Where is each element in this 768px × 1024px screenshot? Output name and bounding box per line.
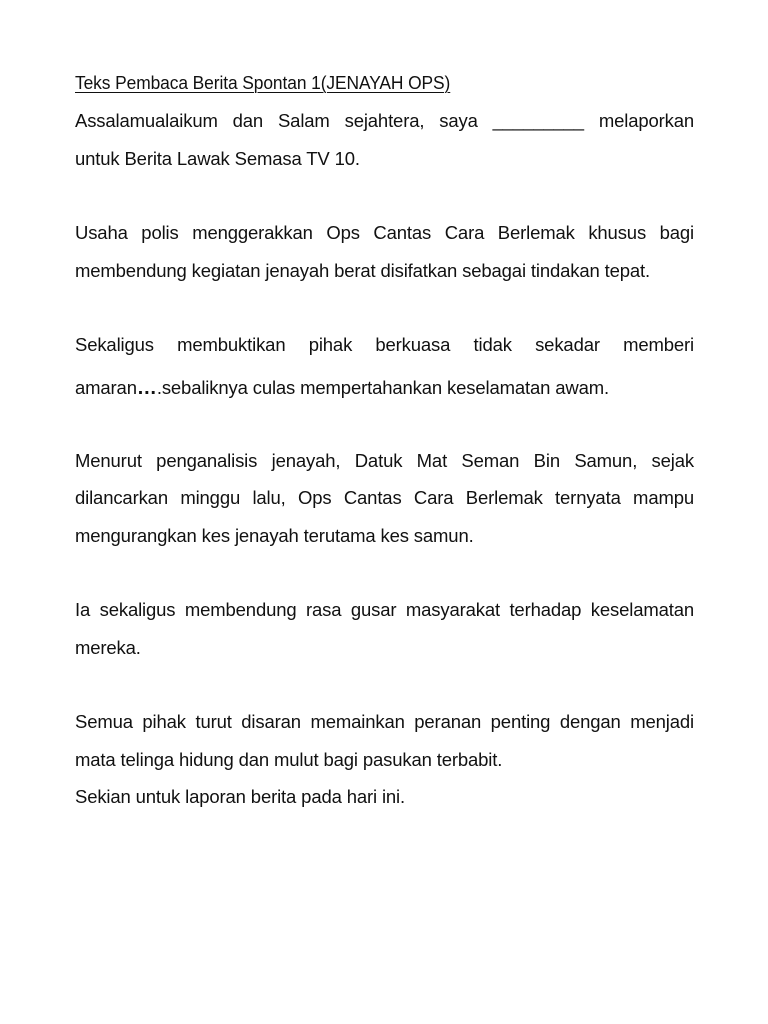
text-line: Usaha polis menggerakkan Ops Cantas Cara Berlemak khusus bagi <box>75 222 694 243</box>
paragraph-greeting <box>75 102 694 177</box>
text-line: mereka. <box>75 636 141 658</box>
paragraph-spacer <box>75 412 694 442</box>
text-line: mengurangkan kes jenayah terutama kes samun. <box>75 524 474 546</box>
paragraph-public-concern <box>75 591 694 666</box>
text-line: untuk Berita Lawak Semasa TV 10. <box>75 147 360 169</box>
text-line: dilancarkan minggu lalu, Ops Cantas Cara Berlemak ternyata mampu <box>75 487 694 508</box>
text-fragment: amaran <box>75 376 137 398</box>
paragraph-spacer <box>75 289 694 326</box>
paragraph-spacer <box>75 177 694 214</box>
paragraph-spacer <box>75 554 694 591</box>
paragraph-ops-launch <box>75 214 694 289</box>
paragraph-closing <box>75 703 694 816</box>
text-line: Sekaligus membuktikan pihak berkuasa tidak sekadar memberi <box>75 334 694 355</box>
document-body <box>75 64 694 816</box>
ellipsis-mark: … <box>136 376 157 399</box>
text-line <box>75 364 694 412</box>
text-line: mata telinga hidung dan mulut bagi pasukan terbabit. <box>75 748 503 770</box>
text-line: membendung kegiatan jenayah berat disifatkan sebagai tindakan tepat. <box>75 259 651 281</box>
paragraph-analyst <box>75 442 694 555</box>
text-fragment: .sebaliknya culas mempertahankan keselamatan awam. <box>156 376 609 398</box>
text-line: Ia sekaligus membendung rasa gusar masyarakat terhadap keselamatan <box>75 599 694 620</box>
paragraph-authority <box>75 326 694 412</box>
text-line: Semua pihak turut disaran memainkan peranan penting dengan menjadi <box>75 711 694 732</box>
text-line: Sekian untuk laporan berita pada hari ini. <box>75 786 406 807</box>
text-line: Assalamualaikum dan Salam sejahtera, saya _________ melaporkan <box>75 110 694 131</box>
text-line: Menurut penganalisis jenayah, Datuk Mat Seman Bin Samun, sejak <box>75 449 694 471</box>
document-title: Teks Pembaca Berita Spontan 1(JENAYAH OPS) <box>75 72 451 93</box>
paragraph-spacer <box>75 666 694 703</box>
